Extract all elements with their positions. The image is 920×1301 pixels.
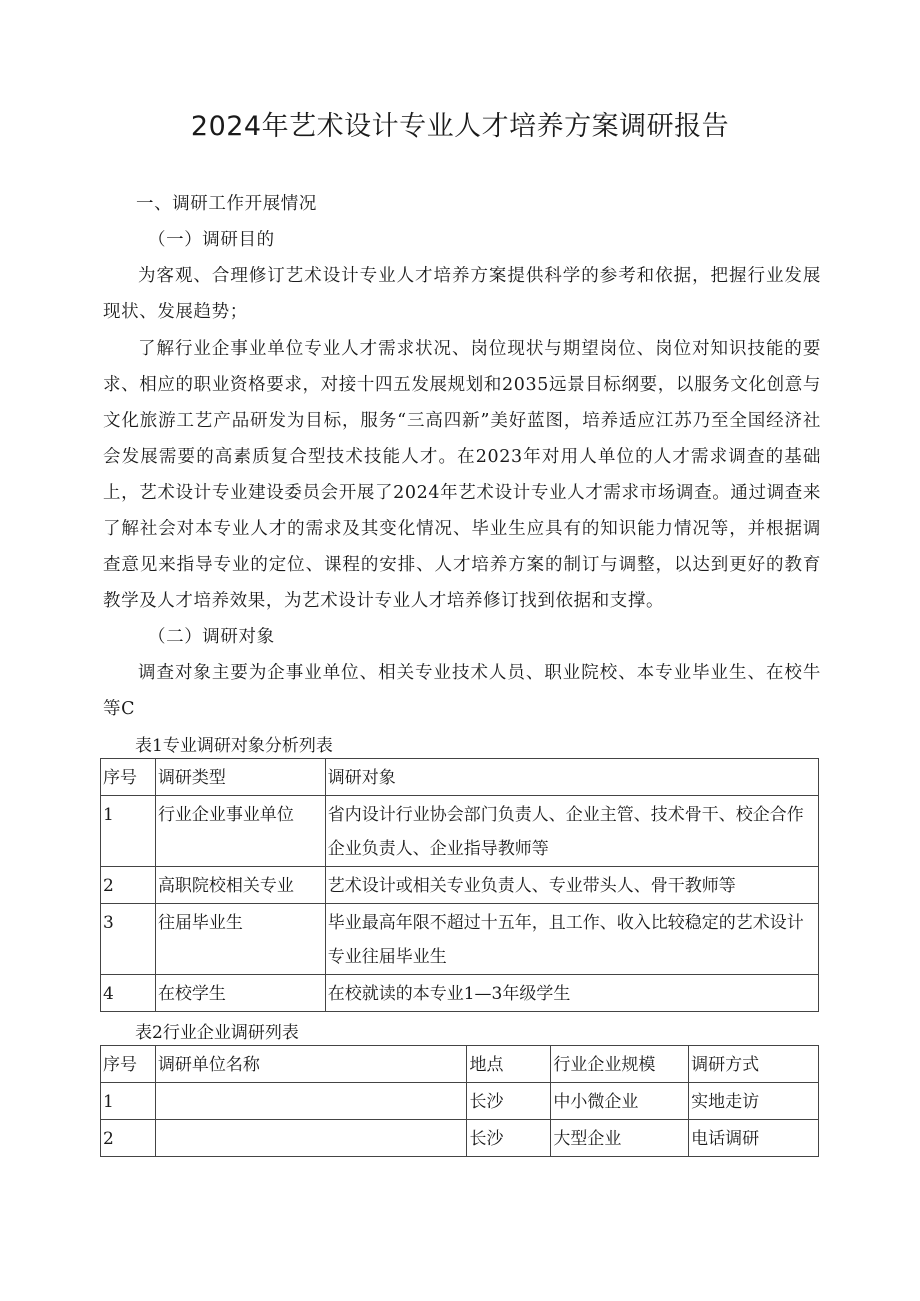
table-cell: 4 bbox=[101, 975, 156, 1012]
table-cell: 长沙 bbox=[467, 1083, 551, 1120]
section-heading-1: 一、调研工作开展情况 bbox=[136, 194, 317, 214]
paragraph-objects: 调查对象主要为企事业单位、相关专业技术人员、职业院校、本专业毕业生、在校牛等C bbox=[103, 663, 821, 719]
table-row bbox=[101, 867, 819, 904]
subsection-heading-objects: （二）调研对象 bbox=[148, 627, 275, 647]
document-title: 2024年艺术设计专业人才培养方案调研报告 bbox=[190, 111, 730, 142]
table-header-cell: 调研单位名称 bbox=[155, 1046, 467, 1083]
table1-caption: 表1专业调研对象分析列表 bbox=[135, 736, 333, 756]
table-cell: 在校就读的本专业1—3年级学生 bbox=[325, 975, 818, 1012]
table-row bbox=[101, 975, 819, 1012]
table-header-row bbox=[101, 759, 819, 796]
table-row bbox=[101, 796, 819, 867]
table-cell: 行业企业事业单位 bbox=[155, 796, 325, 867]
table-cell bbox=[155, 1083, 467, 1120]
table-cell: 往届毕业生 bbox=[155, 904, 325, 975]
table-industry-survey bbox=[100, 1045, 819, 1157]
table-cell: 省内设计行业协会部门负责人、企业主管、技术骨干、校企合作企业负责人、企业指导教师等 bbox=[325, 796, 818, 867]
table-cell: 中小微企业 bbox=[551, 1083, 689, 1120]
table-header-cell: 调研方式 bbox=[689, 1046, 819, 1083]
table-header-cell: 调研对象 bbox=[325, 759, 818, 796]
table-header-cell: 地点 bbox=[467, 1046, 551, 1083]
table-cell: 大型企业 bbox=[551, 1120, 689, 1157]
paragraph-purpose-2: 了解行业企事业单位专业人才需求状况、岗位现状与期望岗位、岗位对知识技能的要求、相应的职业资格要求，对接十四五发展规划和2035远景目标纲要，以服务文化创意与文化旅游工艺产品研发为目标，服务“三高四新”美好蓝图，培养适应江苏乃至全国经济社会发展需要的高素质复合型技术技能人才。在2023年对用人单位的人才需求调查的基础上，艺术设计专业建设委员会开展了2024年艺术设计专业人才需求市场调查。通过调查来了解社会对本专业人才的需求及其变化情况、毕业生应具有的知识能力情况等，并根据调查意见来指导专业的定位、课程的安排、人才培养方案的制订与调整，以达到更好的教育教学及人才培养效果，为艺术设计专业人才培养修订找到依据和支撑。 bbox=[103, 339, 821, 611]
table-row bbox=[101, 1120, 819, 1157]
table-cell: 3 bbox=[101, 904, 156, 975]
table-research-objects bbox=[100, 758, 819, 1012]
table-cell: 2 bbox=[101, 867, 156, 904]
table-cell: 在校学生 bbox=[155, 975, 325, 1012]
table-cell: 2 bbox=[101, 1120, 156, 1157]
table-cell bbox=[155, 1120, 467, 1157]
table-row bbox=[101, 904, 819, 975]
table-header-row bbox=[101, 1046, 819, 1083]
table-cell: 毕业最高年限不超过十五年，且工作、收入比较稳定的艺术设计专业往届毕业生 bbox=[325, 904, 818, 975]
table-header-cell: 调研类型 bbox=[155, 759, 325, 796]
table-header-cell: 序号 bbox=[101, 1046, 156, 1083]
subsection-heading-purpose: （一）调研目的 bbox=[148, 230, 275, 250]
table-cell: 高职院校相关专业 bbox=[155, 867, 325, 904]
table-header-cell: 序号 bbox=[101, 759, 156, 796]
table-cell: 实地走访 bbox=[689, 1083, 819, 1120]
table-cell: 艺术设计或相关专业负责人、专业带头人、骨干教师等 bbox=[325, 867, 818, 904]
table-cell: 1 bbox=[101, 796, 156, 867]
paragraph-purpose-1: 为客观、合理修订艺术设计专业人才培养方案提供科学的参考和依据，把握行业发展现状、发展趋势； bbox=[103, 266, 821, 322]
table-cell: 电话调研 bbox=[689, 1120, 819, 1157]
table-header-cell: 行业企业规模 bbox=[551, 1046, 689, 1083]
table2-caption: 表2行业企业调研列表 bbox=[135, 1023, 299, 1043]
table-row bbox=[101, 1083, 819, 1120]
table-cell: 长沙 bbox=[467, 1120, 551, 1157]
table-cell: 1 bbox=[101, 1083, 156, 1120]
